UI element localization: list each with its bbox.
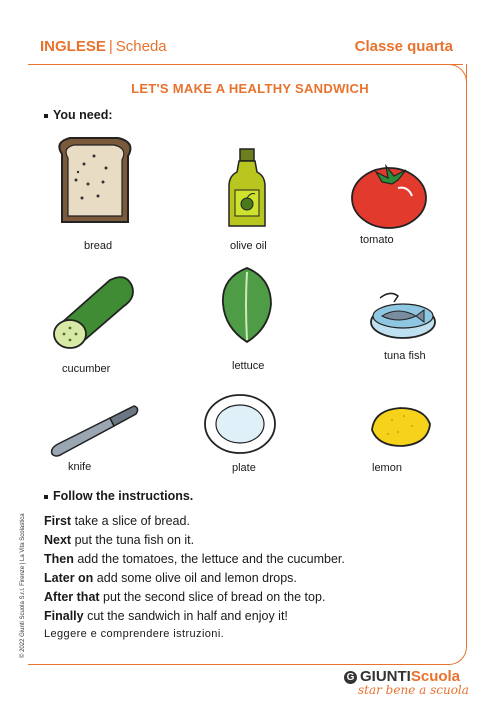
lettuce-label: lettuce: [232, 360, 265, 372]
bread-label: bread: [84, 240, 113, 252]
cucumber-label: cucumber: [62, 363, 111, 375]
header-subject: INGLESE | Scheda: [40, 38, 167, 55]
bread-icon: [48, 134, 140, 230]
sheet-type-label: Scheda: [115, 38, 167, 55]
skill-note: Leggere e comprendere istruzioni.: [44, 628, 225, 640]
knife-label: knife: [68, 461, 92, 473]
tomato-label: tomato: [360, 234, 394, 246]
section-follow: [44, 489, 193, 503]
section-you-need-label: You need:: [53, 108, 113, 122]
olive-oil-label: olive oil: [230, 240, 267, 252]
lemon-label: lemon: [372, 462, 402, 474]
section-you-need: [44, 108, 113, 122]
tuna-fish-label: tuna fish: [384, 350, 426, 362]
instruction-line: First take a slice of bread.: [44, 514, 190, 528]
tomato-icon: [348, 158, 430, 230]
instruction-line: Later on add some olive oil and lemon drops.: [44, 571, 297, 585]
logo-tagline: star bene a scuola: [358, 683, 469, 697]
instruction-line: After that put the second slice of bread on the top.: [44, 590, 326, 604]
instruction-line: Finally cut the sandwich in half and enjoy it!: [44, 609, 288, 623]
page-title: LET'S MAKE A HEALTHY SANDWICH: [131, 81, 369, 96]
tuna-fish-icon: [368, 288, 438, 342]
instruction-line: Then add the tomatoes, the lettuce and the cucumber.: [44, 552, 345, 566]
section-follow-label: Follow the instructions.: [53, 489, 194, 503]
subject-label: INGLESE: [40, 38, 106, 55]
publisher-logo: [344, 668, 469, 697]
cucumber-icon: [48, 272, 138, 352]
knife-icon: [48, 404, 142, 458]
logo-brand: GIUNTI: [360, 668, 411, 685]
olive-oil-icon: [225, 146, 271, 232]
copyright-text: © 2022 Giunti Scuola S.r.l. Firenze | La Vita Scolastica: [20, 513, 26, 658]
instruction-line: Next put the tuna fish on it.: [44, 533, 195, 547]
logo-g-icon: G: [344, 671, 357, 684]
logo-brand-suffix: Scuola: [410, 668, 461, 685]
lettuce-icon: [217, 264, 277, 344]
plate-icon: [202, 392, 278, 456]
instructions-list: [44, 512, 345, 626]
plate-label: plate: [232, 462, 256, 474]
grade-label: Classe quarta: [354, 38, 453, 55]
lemon-icon: [368, 402, 434, 450]
